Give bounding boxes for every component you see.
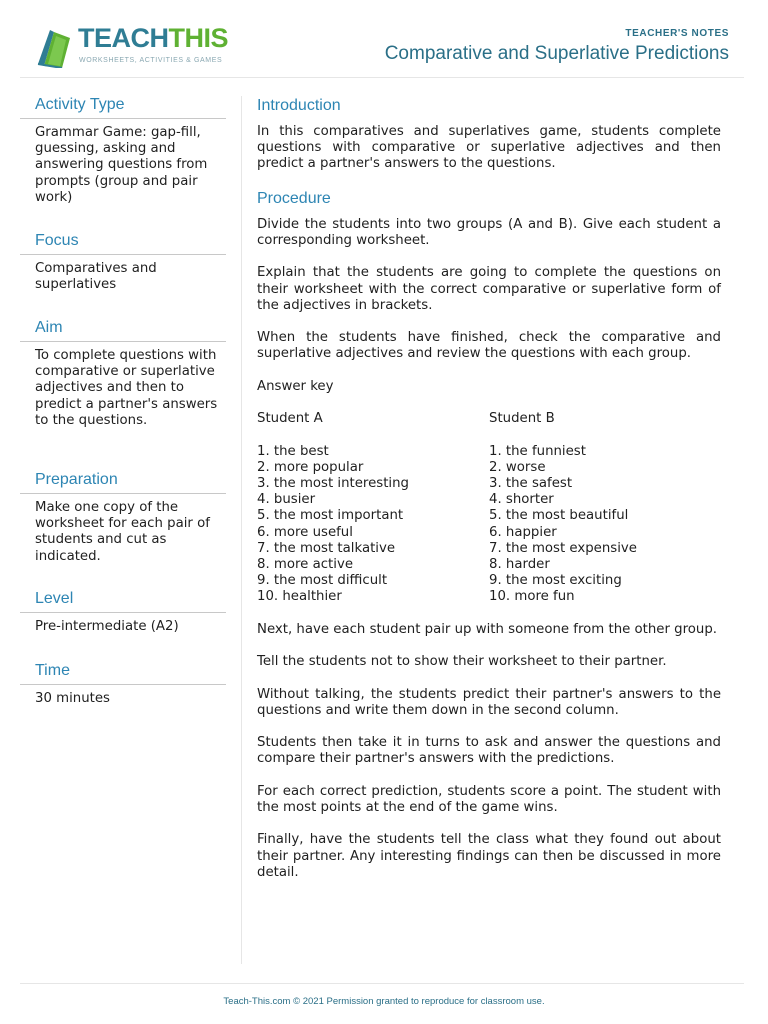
introduction-heading: Introduction (257, 97, 341, 114)
sidebar-heading: Activity Type (20, 95, 226, 119)
footer-copyright: Teach-This.com © 2021 Permission granted to reproduce for classroom use. (223, 996, 545, 1007)
book-logo-icon (36, 24, 76, 68)
answer-item: 10. healthier (257, 589, 342, 605)
sidebar-section (20, 95, 226, 231)
procedure-paragraph: Divide the students into two groups (A and B). Give each student a corresponding worksheet. (257, 216, 721, 248)
procedure-paragraph: Without talking, the students predict their partner's answers to the questions and write them down in the second column. (257, 686, 721, 718)
sidebar-section (20, 589, 226, 661)
answer-item: 1. the funniest (489, 443, 586, 459)
introduction-text: In this comparatives and superlatives game, students complete questions with comparative or superlative adjectives and then predict a partner's answers to the questions. (257, 124, 721, 172)
procedure-heading: Procedure (257, 189, 331, 207)
column-divider (241, 96, 242, 964)
procedure-paragraph: Next, have each student pair up with someone from the other group. (257, 621, 718, 637)
procedure-paragraph: Tell the students not to show their worksheet to their partner. (257, 654, 667, 670)
answer-item: 3. the most interesting (257, 475, 409, 491)
sidebar-text: Comparatives and superlatives (35, 261, 157, 293)
footer-divider (20, 983, 744, 984)
sidebar-section (20, 470, 226, 589)
answer-item: 6. happier (489, 524, 557, 540)
answer-key (257, 411, 721, 605)
sidebar-section (20, 661, 226, 707)
student-b-label: Student B (489, 411, 555, 427)
sidebar-text: Grammar Game: gap-fill, guessing, asking and answering questions from prompts (group and pair work) (35, 125, 208, 205)
answer-item: 1. the best (257, 443, 329, 459)
sidebar-text: Pre-intermediate (A2) (35, 619, 179, 634)
answer-item: 7. the most talkative (257, 540, 396, 556)
logo-tagline: WORKSHEETS, ACTIVITIES & GAMES (79, 57, 223, 64)
page-header (0, 0, 768, 78)
sidebar-heading: Preparation (20, 470, 226, 494)
sidebar-heading: Time (20, 661, 226, 685)
main-content (257, 95, 721, 897)
procedure-continued (257, 622, 721, 881)
answer-item: 7. the most expensive (489, 540, 637, 556)
student-a-answers (257, 411, 489, 605)
sidebar-text: Make one copy of the worksheet for each pair of students and cut as indicated. (35, 500, 210, 564)
student-a-label: Student A (257, 411, 323, 427)
answer-item: 6. more useful (257, 524, 353, 540)
answer-item: 8. more active (257, 556, 353, 572)
answer-item: 3. the safest (489, 475, 573, 491)
sidebar-heading: Level (20, 589, 226, 613)
teachers-notes-label: TEACHER'S NOTES (625, 28, 729, 39)
teach-this-logo[interactable] (36, 24, 236, 70)
procedure-paragraph: For each correct prediction, students score a point. The student with the most points at the end of the game wins. (257, 783, 721, 815)
sidebar-heading: Focus (20, 231, 226, 255)
header-divider (20, 77, 744, 78)
answer-item: 8. harder (489, 556, 550, 572)
answer-item: 9. the most difficult (257, 573, 388, 589)
answer-item: 2. worse (489, 459, 546, 475)
procedure-paragraph: When the students have finished, check the comparative and superlative adjectives and review the questions with each group. (257, 330, 721, 362)
sidebar-section (20, 318, 226, 470)
procedure-paragraph: Explain that the students are going to complete the questions on their worksheet with the correct comparative or superlative form of the adjectives in brackets. (257, 265, 721, 313)
procedure-paragraph: Finally, have the students tell the class what they found out about their partner. Any interesting findings can then be discussed in more detail. (257, 832, 721, 880)
answer-item: 9. the most exciting (489, 573, 622, 589)
sidebar-section (20, 231, 226, 318)
answer-item: 2. more popular (257, 459, 364, 475)
answer-item: 4. shorter (489, 492, 554, 508)
answer-item: 5. the most important (257, 508, 404, 524)
answer-item: 5. the most beautiful (489, 508, 629, 524)
sidebar-heading: Aim (20, 318, 226, 342)
sidebar-text: To complete questions with comparative or superlative adjectives and then to predict a partner's answers to the questions. (35, 348, 218, 428)
page-title: Comparative and Superlative Predictions (384, 43, 729, 64)
answer-item: 4. busier (257, 492, 316, 508)
answer-item: 10. more fun (489, 589, 575, 605)
logo-wordmark: TEACHTHIS (78, 23, 229, 53)
student-b-answers (489, 411, 721, 605)
sidebar-text: 30 minutes (35, 691, 110, 706)
procedure-paragraph: Students then take it in turns to ask and answer the questions and compare their partner's answers with the predictions. (257, 735, 721, 767)
sidebar (20, 95, 226, 707)
answer-key-label: Answer key (257, 378, 334, 394)
